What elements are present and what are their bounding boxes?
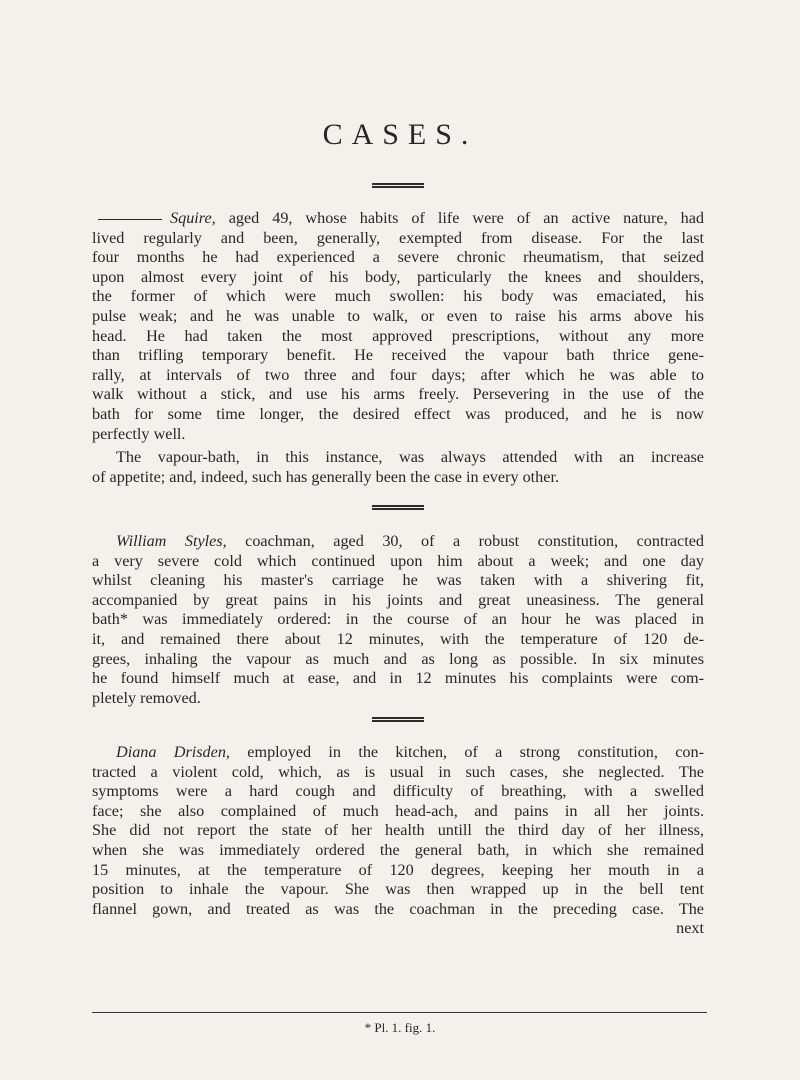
section-ornament [372, 183, 424, 190]
footnote-rule [92, 1012, 707, 1013]
catchword: next [676, 919, 704, 938]
case-name: Diana Drisden, [116, 743, 230, 761]
case-styles-paragraph: William Styles, coachman, aged 30, of a robust constitution, contracted a very severe cold which continued upon him about a week; and one day whilst cleaning his master's carriage he was taken with a shivering fit, accompanied by great pains in his joints and great uneasiness. The general bath* was immediately ordered: in the course of an hour he was placed in it, and remained there about 12 minutes, with the temperature of 120 de- grees, inhaling the vapour as much and as long as possible. In six minutes he found himself much at ease, and in 12 minutes his complaints were com- pletely removed. [92, 532, 704, 707]
case-squire-followup: The vapour-bath, in this instance, was always attended with an increase of appetite; and, indeed, such has generally been the case in every other. [92, 448, 704, 486]
case-drisden-paragraph: Diana Drisden, employed in the kitchen, of a strong constitution, con- tracted a violent cold, which, as is usual in such cases, she neglected. The symptoms were a hard cough and difficulty of breathing, with a swelled face; she also complained of much head-ach, and pains in all her joints. She did not report the state of her health untill the third day of her illness, when she was immediately ordered the general bath, in which she remained 15 minutes, at the temperature of 120 degrees, keeping her mouth in a position to inhale the vapour. She was then wrapped up in the bell tent flannel gown, and treated as was the coachman in the preceding case. The next [92, 743, 704, 938]
section-ornament [372, 505, 424, 512]
case-name: William Styles, [116, 532, 227, 550]
section-ornament [372, 717, 424, 724]
footnote: * Pl. 1. fig. 1. [364, 1020, 436, 1035]
case-name: Squire, [170, 209, 216, 227]
case-squire-paragraph: Squire, aged 49, whose habits of life were of an active nature, had lived regularly and been, generally, exempted from disease. For the last four months he had experienced a severe chronic rheumatism, that seized upon almost every joint of his body, particularly the knees and shoulders, the former of which were much swollen: his body was emaciated, his pulse weak; and he was unable to walk, or even to raise his arms above his head. He had taken the most approved prescriptions, without any more than trifling temporary benefit. He received the vapour bath thrice gene- rally, at intervals of two three and four days; after which he was able to walk without a stick, and use his arms freely. Persevering in the use of the bath for some time longer, the desired effect was produced, and he is now perfectly well. [92, 209, 704, 443]
lead-dash [98, 219, 162, 220]
page-title: CASES. [322, 118, 478, 151]
